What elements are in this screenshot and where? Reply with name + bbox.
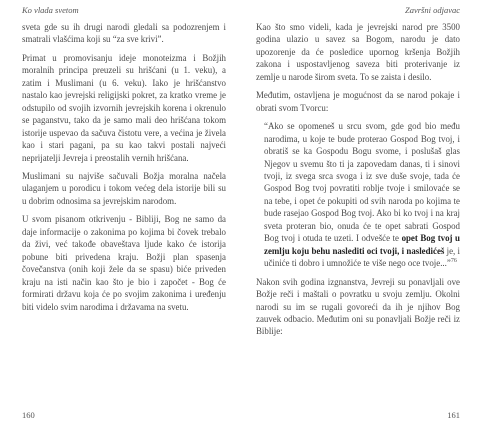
paragraph: Muslimani su najviše sačuvali Božja moralna načela ulaganjem u porodicu i tokom većeg dela istorije bili su u dobrim odnosima sa jevrejskim narodom. [22, 170, 226, 206]
right-page-body [256, 21, 460, 338]
quote-text-end: je, i učiniće ti dobro i umnožiće te više nego oce tvoje...” [264, 245, 461, 269]
quote-emphasis: opet Bog tvoj u zemlju koju behu naslediti oci tvoji, i nasledićeš [264, 233, 460, 256]
paragraph: U svom pisanom otkrivenju - Bibliji, Bog ne samo da daje informacije o zakonima po kojima bi čovek trebalo da živi, već takođe obaveštava ljude kako će istorija pobune biti privedena kraju. Božji plan spasenja čovečanstva (onih koji žele da se spasu) biće priveden kraju na isti način kao što je bio i započet - Bog će formirati državu koja će po svojim zakonima i uređenju biti videlo svim narodima i državama na svetu. [22, 214, 226, 312]
paragraph: Međutim, ostavljena je mogućnost da se narod pokaje i obrati svom Tvorcu: [256, 90, 460, 113]
paragraph: sveta gde su ih drugi narodi gledali sa podozrenjem i smatrali vlašćima koji su “za sve krivi”. [22, 22, 226, 45]
running-header-right: Završni odjavac [404, 5, 460, 15]
scripture-quote [256, 120, 460, 269]
page-number-right: 161 [447, 410, 460, 420]
right-page [240, 0, 480, 432]
running-header-left: Ko vlada svetom [22, 5, 79, 15]
footnote-marker: 76 [450, 258, 457, 265]
left-page-body [22, 21, 226, 313]
page-number-left: 160 [22, 410, 35, 420]
paragraph: Kao što smo videli, kada je jevrejski narod pre 3500 godina ulazio u savez sa Bogom, narodu je dato upozorenje da će posledice upornog kršenja Božjih zakona i uspostavljenog saveza biti proterivanje iz zemlje u narode širom sveta. To se zaista i desilo. [256, 22, 460, 82]
paragraph: Nakon svih godina izgnanstva, Jevreji su ponavljali ove Božje reči i maštali o povratku u svoju zemlju. Okolni narodi su im se rugali govoreći da ih je njihov Bog zauvek odbacio. Međutim oni su ponavljali Božje reči iz Biblije: [256, 276, 460, 337]
paragraph: Primat u promovisanju ideje monoteizma i Božjih moralnih principa preuzeli su hrišćani (u 1. veku), a zatim i Muslimani (u 6. veku). Iako je hrišćanstvo nastalo kao jevrejski religijski pokret, za kratko vreme je odstupilo od svojih izvornih jevrejskih korena i okrenulo se paganstvu, tako da je samo mali deo hrišćana tokom istorije uspevao da sačuva čistotu vere, a većina je živela kao i stari pagani, pa su kao takvi postali najveći neprijatelji Jevreja i preostalih vernih hrišćana. [22, 52, 226, 163]
quote-text: “Ako se opomeneš u srcu svom, gde god bio među narodima, u koje te bude proterao Gospod Bog tvoj, i obratiš se ka Gospodu Bogu svome, i poslušaš glas Njegov u svemu što ti ja zapovedam danas, ti i sinovi tvoji, iz svega srca svoga i iz sve duše svoje, tada će Gospod Bog tvoj povratiti roblje tvoje i smilovaće se na tebe, i opet će pokupiti od svih naroda po kojima te bude rasejao Gospod Bog tvoj. Ako bi ko tvoj i na kraj sveta proteran bio, onuda će te opet sabrati Gospod Bog tvoj i otuda te uzeti. I odvešće te [264, 121, 460, 244]
